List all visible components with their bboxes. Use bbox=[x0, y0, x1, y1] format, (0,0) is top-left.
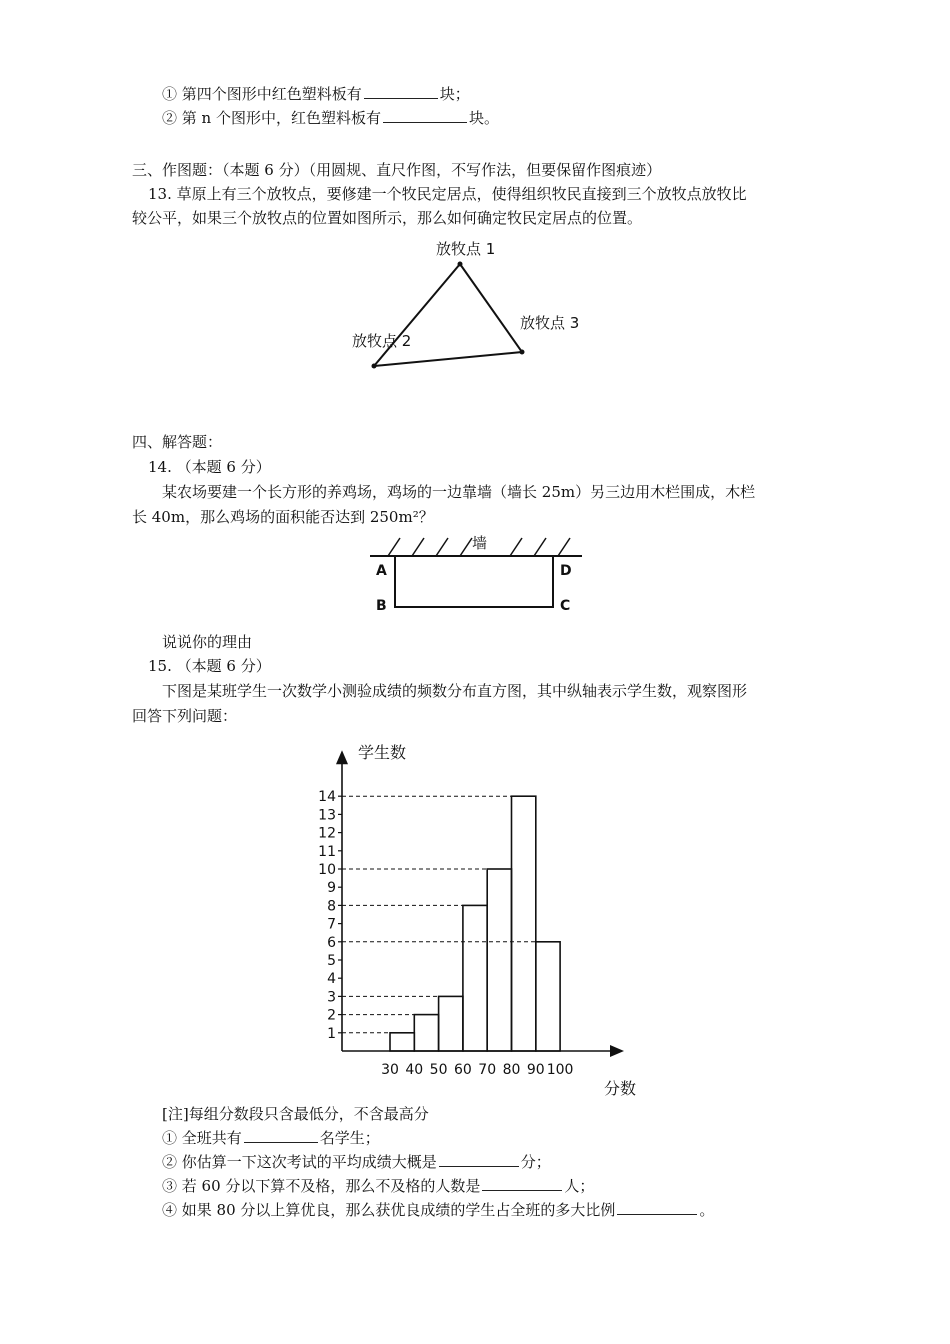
x-tick-label: 80 bbox=[502, 1062, 521, 1078]
label-A: A bbox=[376, 563, 387, 579]
answer-blank[interactable] bbox=[617, 1200, 697, 1215]
x-axis-title: 分数 bbox=[604, 1079, 637, 1098]
q15-text-line2: 回答下列问题： bbox=[132, 707, 238, 725]
y-tick-label: 10 bbox=[318, 862, 336, 878]
q13-text-line2: 较公平，如果三个放牧点的位置如图所示，那么如何确定牧民定居点的位置。 bbox=[132, 209, 643, 227]
label-point-3: 放牧点 3 bbox=[520, 314, 580, 332]
x-tick-label: 30 bbox=[381, 1062, 399, 1078]
point-2-marker bbox=[372, 364, 377, 369]
label-C: C bbox=[560, 598, 571, 614]
q15-title: 15. （本题 6 分） bbox=[148, 657, 271, 675]
histogram-bar bbox=[439, 996, 463, 1051]
q15-answer-1-text: ① 全班共有 bbox=[162, 1129, 242, 1147]
y-tick-label: 12 bbox=[318, 825, 336, 842]
answer-blank[interactable] bbox=[439, 1152, 519, 1167]
x-axis-arrow bbox=[610, 1045, 624, 1057]
label-point-1: 放牧点 1 bbox=[436, 240, 496, 258]
x-tick-label: 50 bbox=[429, 1062, 448, 1078]
q12-part2-text: ② 第 n 个图形中，红色塑料板有 bbox=[162, 109, 381, 127]
point-1-marker bbox=[458, 262, 463, 267]
y-tick-label: 4 bbox=[327, 971, 336, 988]
histogram-bar bbox=[536, 942, 560, 1051]
q15-answer-4 bbox=[162, 1200, 714, 1220]
x-tick-label: 60 bbox=[453, 1062, 472, 1078]
histogram-bar bbox=[390, 1033, 414, 1051]
y-tick-label: 8 bbox=[327, 898, 336, 915]
answer-blank[interactable] bbox=[482, 1176, 562, 1191]
q12-part2 bbox=[162, 108, 499, 128]
y-tick-label: 5 bbox=[327, 953, 336, 969]
q14-text-line2: 长 40m，那么鸡场的面积能否达到 250m²？ bbox=[132, 508, 434, 526]
q15-text-line1: 下图是某班学生一次数学小测验成绩的频数分布直方图，其中纵轴表示学生数，观察图形 bbox=[162, 682, 748, 700]
x-tick-label: 70 bbox=[478, 1062, 497, 1078]
label-D: D bbox=[560, 563, 572, 579]
answer-blank[interactable] bbox=[383, 108, 467, 123]
label-B: B bbox=[376, 598, 387, 614]
q12-part1-suffix: 块； bbox=[439, 85, 470, 103]
q15-answer-4-text: ④ 如果 80 分以上算优良，那么获优良成绩的学生占全班的多大比例 bbox=[162, 1201, 616, 1219]
y-tick-label: 7 bbox=[327, 916, 336, 933]
q15-answer-2 bbox=[162, 1152, 551, 1172]
q14-reason-prompt: 说说你的理由 bbox=[162, 633, 253, 651]
q15-answer-3 bbox=[162, 1176, 594, 1196]
y-axis-title: 学生数 bbox=[358, 743, 407, 763]
q15-answer-3-text: ③ 若 60 分以下算不及格，那么不及格的人数是 bbox=[162, 1177, 481, 1195]
q14-title: 14. （本题 6 分） bbox=[148, 458, 271, 476]
y-tick-label: 13 bbox=[318, 807, 336, 824]
histogram-bar bbox=[487, 869, 511, 1051]
y-tick-label: 9 bbox=[327, 880, 336, 897]
q15-answer-2-text: ② 你估算一下这次考试的平均成绩大概是 bbox=[162, 1153, 437, 1171]
y-tick-label: 14 bbox=[318, 789, 336, 806]
q12-part1-text: ① 第四个图形中红色塑料板有 bbox=[162, 85, 362, 103]
wall-label: 墙 bbox=[472, 534, 488, 552]
histogram-bars bbox=[390, 796, 560, 1051]
section4-heading: 四、解答题： bbox=[132, 433, 223, 451]
y-axis-arrow bbox=[336, 750, 348, 764]
x-tick-label: 90 bbox=[526, 1062, 545, 1078]
x-tick-label: 40 bbox=[405, 1062, 424, 1078]
score-histogram bbox=[300, 728, 660, 1098]
x-tick-label: 100 bbox=[546, 1062, 574, 1078]
q15-note: [注]每组分数段只含最低分，不含最高分 bbox=[162, 1105, 429, 1123]
q13-text-line1: 13. 草原上有三个放牧点，要修建一个牧民定居点，使得组织牧民直接到三个放牧点放牧比 bbox=[148, 185, 747, 203]
y-tick-label: 6 bbox=[327, 934, 336, 951]
q12-part1 bbox=[162, 84, 470, 104]
q15-answer-1-suffix: 名学生； bbox=[319, 1129, 380, 1147]
q15-answer-1 bbox=[162, 1128, 380, 1148]
answer-blank[interactable] bbox=[364, 84, 438, 99]
answer-blank[interactable] bbox=[244, 1128, 318, 1143]
q14-text-line1: 某农场要建一个长方形的养鸡场，鸡场的一边靠墙（墙长 25m）另三边用木栏围成，木栏 bbox=[162, 483, 756, 501]
histogram-bar bbox=[512, 796, 536, 1051]
y-tick-label: 2 bbox=[327, 1007, 336, 1024]
q12-part2-suffix: 块。 bbox=[468, 109, 499, 127]
chicken-farm-figure bbox=[360, 530, 590, 620]
q15-answer-3-suffix: 人； bbox=[564, 1177, 595, 1195]
y-tick-label: 3 bbox=[327, 989, 336, 1006]
triangle-outline bbox=[374, 264, 522, 366]
y-tick-label: 1 bbox=[327, 1025, 336, 1042]
y-tick-label: 11 bbox=[318, 843, 336, 860]
histogram-bar bbox=[463, 905, 487, 1051]
section3-heading: 三、作图题：（本题 6 分）（用圆规、直尺作图，不写作法，但要保留作图痕迹） bbox=[132, 161, 662, 179]
point-3-marker bbox=[520, 350, 525, 355]
q15-answer-4-suffix: 。 bbox=[699, 1201, 715, 1219]
histogram-bar bbox=[414, 1015, 438, 1051]
pasture-triangle-figure bbox=[340, 232, 600, 377]
label-point-2: 放牧点 2 bbox=[352, 332, 412, 350]
q15-answer-2-suffix: 分； bbox=[520, 1153, 551, 1171]
farm-rectangle bbox=[395, 556, 553, 607]
